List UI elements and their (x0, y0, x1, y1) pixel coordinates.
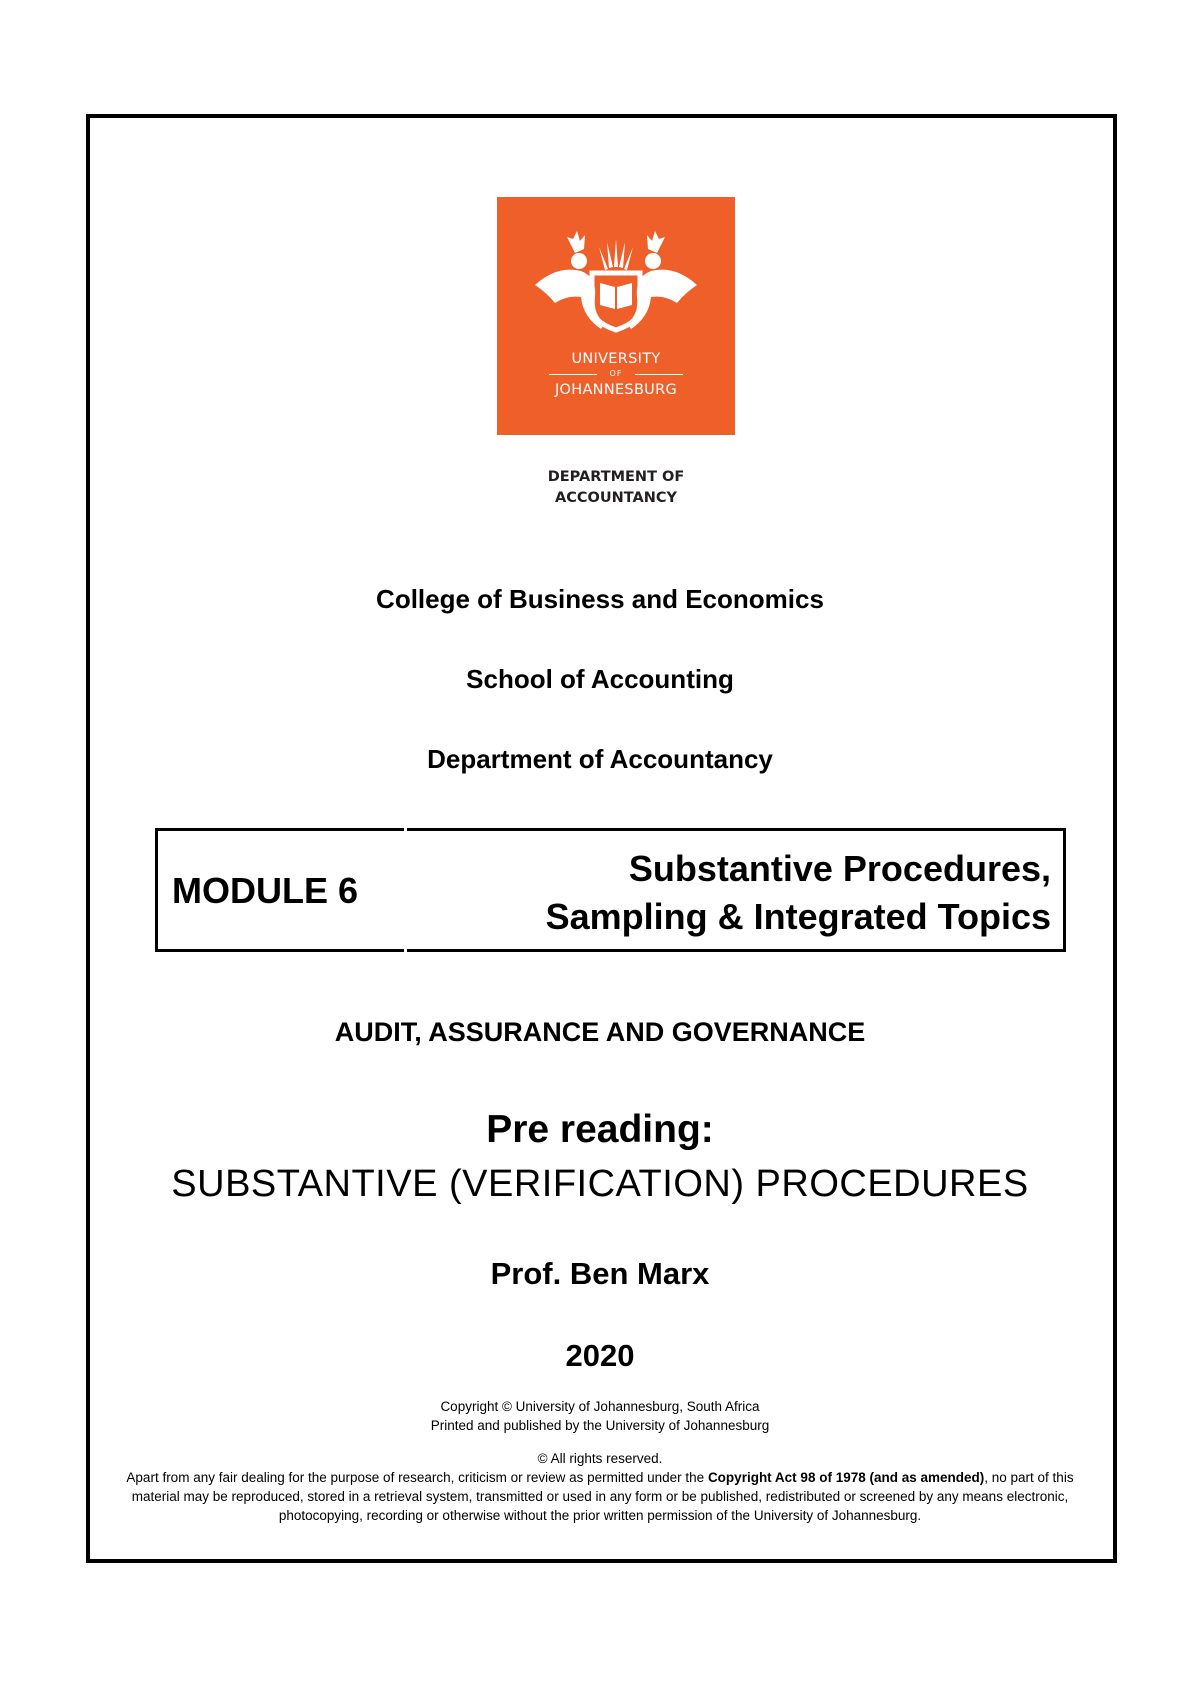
logo-of-text: OF (609, 369, 623, 378)
publisher-line: Printed and published by the University of Johannesburg (430, 1418, 770, 1433)
copyright-terms (120, 1468, 1080, 1525)
module-title-line1: Substantive Procedures, (628, 848, 1051, 889)
module-number: MODULE 6 (172, 870, 359, 911)
department-label (500, 467, 732, 509)
logo-johannesburg-text: JOHANNESBURG (554, 382, 678, 398)
module-title-line2: Sampling & Integrated Topics (545, 896, 1051, 937)
college-heading: College of Business and Economics (376, 584, 824, 614)
publication-year: 2020 (565, 1338, 635, 1373)
pre-reading-label: Pre reading: (486, 1108, 714, 1151)
department-label-line1: DEPARTMENT OF (547, 469, 685, 485)
department-heading: Department of Accountancy (427, 744, 773, 774)
module-box-divider (404, 828, 407, 952)
logo-divider-right (635, 374, 683, 375)
logo-university-text: UNIVERSITY (571, 351, 661, 367)
crest-emblem-icon (497, 197, 735, 435)
university-logo (497, 197, 735, 435)
copyright-notice (120, 1397, 1080, 1525)
module-box (155, 828, 1066, 952)
author-name: Prof. Ben Marx (490, 1256, 710, 1291)
subject-heading: AUDIT, ASSURANCE AND GOVERNANCE (334, 1017, 866, 1047)
copyright-terms-part2: , no part of this material may be reproduced, stored in a retrieval system, transmitted or used in any form or be published, redistributed or screened by any means electronic, photocopying, recording or otherwise without the prior written permission of the University of Johannesburg. (131, 1470, 1074, 1523)
copyright-line: Copyright © University of Johannesburg, South Africa (440, 1399, 760, 1414)
copyright-act-reference: Copyright Act 98 of 1978 (and as amended) (707, 1470, 985, 1485)
pre-reading-topic: SUBSTANTIVE (VERIFICATION) PROCEDURES (171, 1163, 1029, 1205)
department-label-line2: ACCOUNTANCY (554, 490, 677, 506)
school-heading: School of Accounting (466, 664, 734, 694)
module-title (546, 845, 1051, 941)
rights-reserved-line: © All rights reserved. (537, 1451, 663, 1466)
copyright-terms-part1: Apart from any fair dealing for the purpose of research, criticism or review as permitted under the (126, 1470, 708, 1485)
